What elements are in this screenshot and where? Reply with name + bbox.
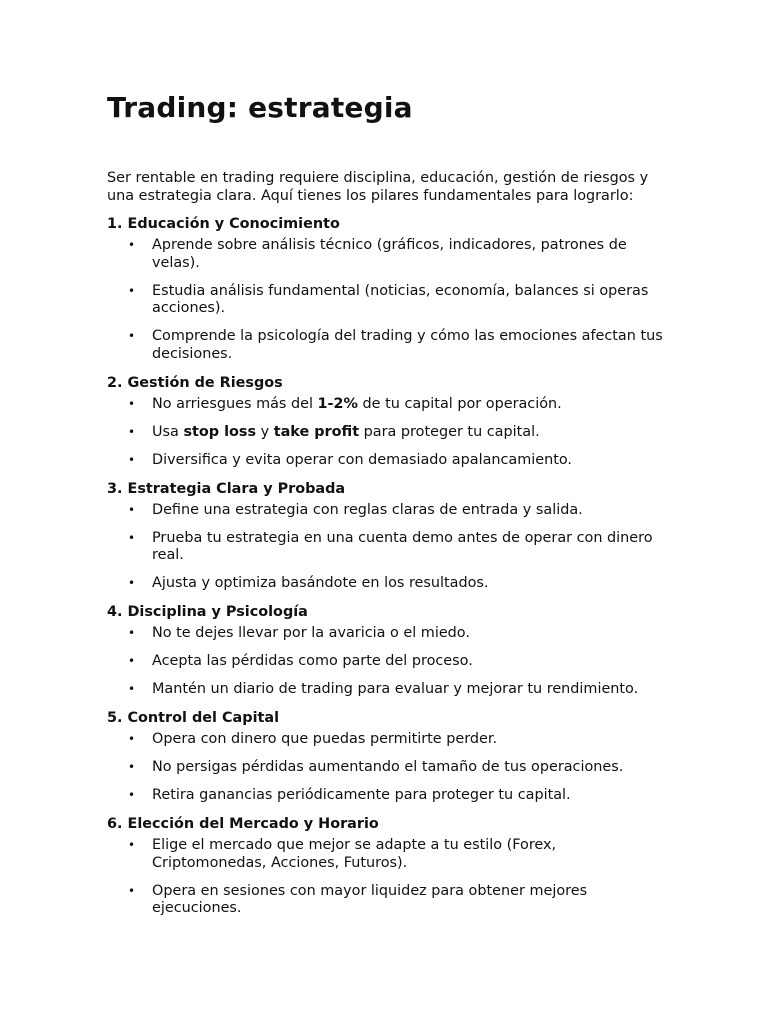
emphasis-text: take profit xyxy=(273,423,360,440)
page-title: Trading: estrategia xyxy=(107,91,413,124)
item-text: No te dejes llevar por la avaricia o el miedo. xyxy=(152,625,470,641)
bullet-icon: • xyxy=(128,838,136,852)
item-text: Acepta las pérdidas como parte del proceso. xyxy=(152,653,473,669)
bullet-icon: • xyxy=(128,682,136,696)
list-item xyxy=(107,837,672,872)
item-text: Diversifica y evita operar con demasiado apalancamiento. xyxy=(152,451,573,468)
bullet-list xyxy=(107,625,668,699)
list-item xyxy=(107,625,672,643)
list-item xyxy=(107,452,672,470)
intro-paragraph: Ser rentable en trading requiere disciplina, educación, gestión de riesgos y una estrategia clara. Aquí tienes los pilares fundamentales para lograrlo: xyxy=(107,170,649,204)
section-heading: 2. Gestión de Riesgos xyxy=(107,374,283,391)
list-item xyxy=(107,759,672,777)
item-text: de tu capital por operación. xyxy=(357,395,562,412)
list-item xyxy=(107,883,672,918)
bullet-icon: • xyxy=(128,654,136,668)
item-text: Comprende la psicología del trading y cómo las emociones afectan tus decisiones. xyxy=(152,328,663,362)
emphasis-text: stop loss xyxy=(183,423,257,440)
bullet-list xyxy=(107,837,668,918)
list-item xyxy=(107,530,672,565)
item-text: Aprende sobre análisis técnico (gráficos, indicadores, patrones de velas). xyxy=(152,237,627,271)
item-text: Retira ganancias periódicamente para proteger tu capital. xyxy=(152,787,571,803)
bullet-icon: • xyxy=(128,283,136,298)
sections-container xyxy=(107,215,668,918)
item-text: Ajusta y optimiza basándote en los resultados. xyxy=(152,575,489,591)
list-item xyxy=(107,502,672,520)
list-item xyxy=(107,681,672,699)
bullet-icon: • xyxy=(128,238,136,252)
list-item xyxy=(107,731,672,749)
bullet-icon: • xyxy=(128,576,136,590)
item-text: No persigas pérdidas aumentando el tamaño de tus operaciones. xyxy=(152,759,624,775)
list-item xyxy=(107,653,672,671)
item-text: Prueba tu estrategia en una cuenta demo antes de operar con dinero real. xyxy=(152,529,653,563)
bullet-icon: • xyxy=(128,396,136,411)
bullet-icon: • xyxy=(128,530,136,545)
bullet-icon: • xyxy=(128,329,136,343)
list-item xyxy=(107,424,672,442)
item-text: para proteger tu capital. xyxy=(359,423,540,440)
list-item xyxy=(107,328,672,363)
bullet-icon: • xyxy=(128,788,136,802)
section-heading: 6. Elección del Mercado y Horario xyxy=(107,816,379,832)
item-text: Usa xyxy=(152,423,184,440)
section-heading: 5. Control del Capital xyxy=(107,710,280,726)
bullet-list xyxy=(107,237,668,363)
bullet-icon: • xyxy=(128,732,136,746)
bullet-icon: • xyxy=(128,760,136,774)
item-text: y xyxy=(256,423,274,440)
bullet-list xyxy=(107,396,668,470)
item-text: Mantén un diario de trading para evaluar y mejorar tu rendimiento. xyxy=(152,681,639,697)
bullet-icon: • xyxy=(128,502,136,517)
section-heading: 1. Educación y Conocimiento xyxy=(107,216,340,232)
bullet-icon: • xyxy=(128,424,136,439)
list-item xyxy=(107,396,672,414)
item-text: Opera con dinero que puedas permitirte perder. xyxy=(152,731,498,747)
bullet-icon: • xyxy=(128,883,136,898)
list-item xyxy=(107,283,672,318)
section-heading: 3. Estrategia Clara y Probada xyxy=(107,480,346,497)
item-text: Opera en sesiones con mayor liquidez para obtener mejores ejecuciones. xyxy=(152,882,588,916)
list-item xyxy=(107,237,672,272)
bullet-icon: • xyxy=(128,452,136,467)
item-text: Elige el mercado que mejor se adapte a tu estilo (Forex, Criptomonedas, Acciones, Futuros). xyxy=(152,837,557,871)
emphasis-text: 1-2% xyxy=(317,395,358,412)
bullet-list xyxy=(107,502,668,593)
item-text: No arriesgues más del xyxy=(152,395,318,412)
list-item xyxy=(107,787,672,805)
item-text: Define una estrategia con reglas claras de entrada y salida. xyxy=(152,501,583,518)
list-item xyxy=(107,575,672,593)
bullet-list xyxy=(107,731,668,805)
section-heading: 4. Disciplina y Psicología xyxy=(107,604,308,620)
item-text: Estudia análisis fundamental (noticias, economía, balances si operas acciones). xyxy=(152,282,649,316)
bullet-icon: • xyxy=(128,626,136,640)
